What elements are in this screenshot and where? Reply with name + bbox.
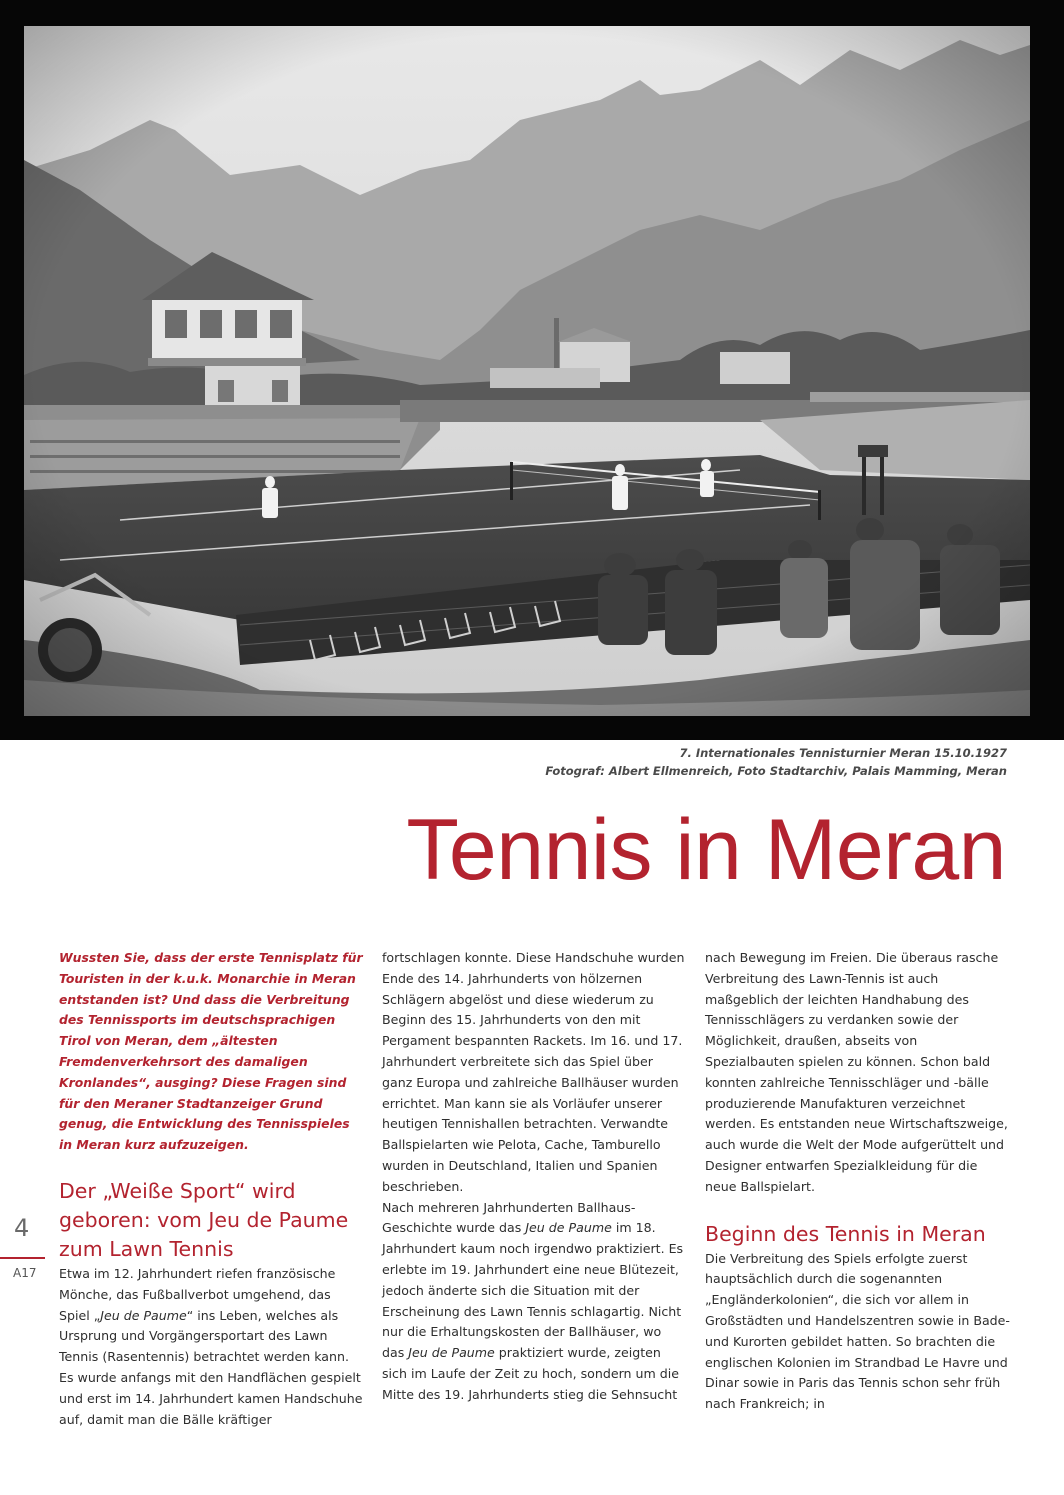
page-number: 4 [14,1214,30,1242]
term-jeu-de-paume: Jeu de Paume [525,1220,612,1236]
section-heading-beginn-meran: Beginn des Tennis in Meran [705,1221,986,1246]
body-paragraph [382,1198,687,1406]
photo-frame [0,0,1064,740]
caption-line-2: Fotograf: Albert Ellmenreich, Foto Stadtarchiv, Palais Mamming, Meran [545,764,1007,778]
page-marker-rule [0,1257,45,1259]
body-text: “ ins Leben, welches als Ursprung und Vorgängersportart des Lawn Tennis (Rasentennis) betrachtet werden kann. Es wurde anfangs mit den Handflächen gespielt und erst im 14. Jahrhundert kamen Handschuhe auf, damit man die Bälle kräftiger [59,1307,363,1427]
tennis-tournament-photo [0,0,1064,740]
body-paragraph: fortschlagen konnte. Diese Handschuhe wurden Ende des 14. Jahrhunderts von hölzernen Schlägern abgelöst und diese wiederum zu Beginn des 15. Jahrhunderts von den mit Pergament bespannten Rackets. Im 16. und 17. Jahrhundert verbreitete sich das Spiel über ganz Europa und zahlreiche Ballhäuser wurden errichtet. Man kann sie als Vorläufer unserer heutigen Tennishallen betrachten. Verwandte Ballspielarten wie Pelota, Cache, Tamburello wurden in Deutschland, Italien und Spanien beschrieben. [382,950,685,1194]
text-column-2 [382,948,687,1406]
issue-label: A17 [13,1266,37,1280]
body-paragraph: nach Bewegung im Freien. Die überaus rasche Verbreitung des Lawn-Tennis ist auch maßgeblich der leichten Handhabung des Tennisschlägers zu verdanken sowie der Möglichkeit, draußen, abseits von Spezialbauten spielen zu können. Schon bald konnten zahlreiche Tennisschläger und -bälle produzierende Manufakturen verzeichnet werden. Es entstanden neue Wirtschaftszweige, auch wurde die Welt der Mode aufgerüttelt und Designer entwarfen Spezialkleidung für die neue Ballspielart. [705,950,1008,1194]
term-jeu-de-paume: Jeu de Paume [408,1345,495,1361]
text-column-1 [59,948,364,1430]
term-jeu-de-paume: Jeu de Paume [100,1307,187,1323]
caption-line-1: 7. Internationales Tennisturnier Meran 15.10.1927 [679,746,1007,760]
section-heading-weisse-sport: Der „Weiße Sport“ wird geboren: vom Jeu de Paume zum Lawn Tennis [59,1178,349,1261]
body-paragraph [59,1264,364,1430]
body-text: praktiziert wurde, zeigten sich im Laufe der Zeit zu hoch, sondern um die Mitte des 19. Jahrhunderts stieg die Sehnsucht [382,1345,679,1402]
body-paragraph: Die Verbreitung des Spiels erfolgte zuerst hauptsächlich durch die sogenannten „Engländerkolonien“, die sich vor allem in Großstädten und Handelszentren sowie in Bade- und Kurorten gebildet hatten. So brachten die englischen Kolonien im Strandbad Le Havre und Dinar sowie in Paris das Tennis schon sehr früh nach Frankreich; in [705,1250,1010,1412]
body-text: Nach mehreren Jahrhunderten Ballhaus-Geschichte wurde das [382,1199,636,1236]
article-title: Tennis in Meran [406,802,1006,898]
lead-paragraph: Wussten Sie, dass der erste Tennisplatz für Touristen in der k.u.k. Monarchie in Meran entstanden ist? Und dass die Verbreitung des Tennissports im deutschsprachigen Tirol von Meran, dem „ältesten Fremdenverkehrsort des damaligen Kronlandes“, ausging? Diese Fragen sind für den Meraner Stadtanzeiger Grund genug, die Entwicklung des Tennisspieles in Meran kurz aufzuzeigen. [59,950,363,1153]
body-text: im 18. Jahrhundert kaum noch irgendwo praktiziert. Es erlebte im 19. Jahrhundert eine neue Blütezeit, jedoch änderte sich die Situation mit der Erscheinung des Lawn Tennis schlagartig. Nicht nur die Erhaltungskosten der Ballhäuser, wo das [382,1220,684,1361]
text-column-3 [705,948,1010,1415]
body-text: Etwa im 12. Jahrhundert riefen französische Mönche, das Fußballverbot umgehend, das Spiel „ [59,1265,336,1323]
photo-caption [545,744,1007,780]
